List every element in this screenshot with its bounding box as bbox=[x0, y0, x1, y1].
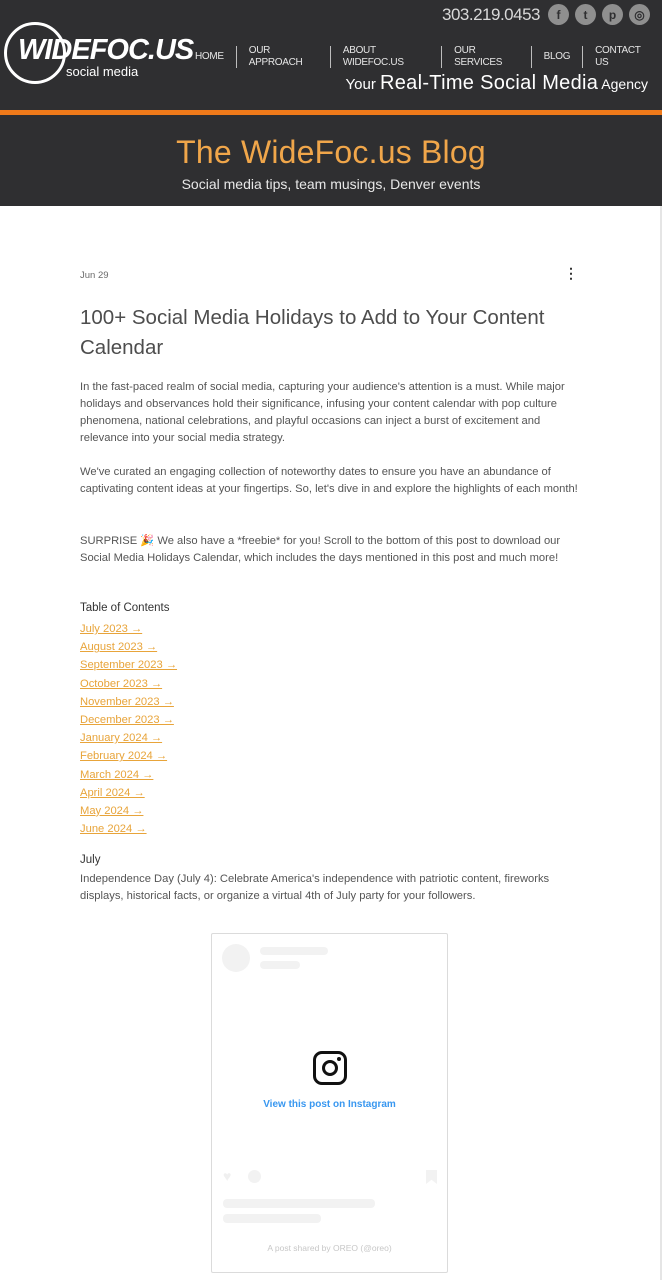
toc-link-april-2024[interactable]: April 2024 → bbox=[80, 786, 145, 799]
heart-icon: ♥ bbox=[223, 1168, 232, 1184]
instagram-dot bbox=[337, 1057, 341, 1061]
twitter-icon[interactable]: t bbox=[575, 4, 596, 25]
embed-caption-placeholder bbox=[223, 1199, 375, 1208]
toc-link-january-2024[interactable]: January 2024 → bbox=[80, 732, 163, 745]
nav-blog[interactable]: BLOG bbox=[543, 51, 571, 62]
tagline bbox=[346, 72, 648, 95]
embed-caption-placeholder bbox=[223, 1214, 321, 1223]
nav-our-services[interactable]: OUR SERVICES bbox=[454, 45, 503, 68]
post-title: 100+ Social Media Holidays to Add to Your Content Calendar bbox=[80, 306, 545, 359]
embed-avatar-placeholder bbox=[222, 944, 250, 972]
pinterest-icon[interactable]: p bbox=[602, 4, 623, 25]
blog-title: The WideFoc.us Blog bbox=[176, 134, 486, 170]
table-of-contents bbox=[80, 619, 177, 837]
instagram-lens bbox=[322, 1060, 338, 1076]
toc-link-february-2024[interactable]: February 2024 → bbox=[80, 750, 168, 763]
bookmark-icon bbox=[426, 1170, 437, 1184]
toc-link-july-2023[interactable]: July 2023 → bbox=[80, 623, 143, 635]
nav-our-approach[interactable]: OUR APPROACH bbox=[248, 45, 303, 68]
logo-wordmark: WIDEFOC.US bbox=[18, 34, 194, 66]
embed-shared-by[interactable]: A post shared by OREO (@oreo) bbox=[267, 1243, 392, 1253]
site-logo[interactable] bbox=[4, 22, 194, 86]
post-paragraph: SURPRISE 🎉 We also have a *freebie* for you! Scroll to the bottom of this post to download our Social Media Holidays Calendar, which includes the days mentioned in this post and much more! bbox=[80, 535, 561, 564]
post-paragraph: We've curated an engaging collection of noteworthy dates to ensure you have an abundance of captivating content ideas at your fingertips. So, let's dive in and explore the highlights of each month! bbox=[80, 466, 578, 495]
facebook-icon[interactable]: f bbox=[548, 4, 569, 25]
nav-contact-us[interactable]: CONTACT US bbox=[595, 45, 641, 68]
instagram-icon[interactable]: ◎ bbox=[629, 4, 650, 25]
post-paragraph: In the fast-paced realm of social media, capturing your audience's attention is a must. While major holidays and observances hold their significance, infusing your content calendar with pop culture phenomena, national celebrations, and playful occasions can inject a burst of excitement and relevance into your social media strategy. bbox=[80, 381, 565, 444]
instagram-embed[interactable] bbox=[211, 933, 448, 1273]
toc-link-september-2023[interactable]: September 2023 → bbox=[80, 659, 178, 672]
logo-subtitle: social media bbox=[66, 64, 139, 79]
toc-link-december-2023[interactable]: December 2023 → bbox=[80, 713, 174, 726]
embed-name-placeholder bbox=[260, 947, 328, 955]
tagline-suffix: Agency bbox=[598, 76, 648, 92]
nav-about[interactable]: ABOUT WIDEFOC.US bbox=[342, 45, 404, 68]
more-options-icon[interactable]: ⋮ bbox=[564, 265, 578, 281]
post-date: Jun 29 bbox=[80, 270, 109, 281]
comment-icon bbox=[248, 1170, 261, 1183]
view-on-instagram-link[interactable]: View this post on Instagram bbox=[263, 1099, 396, 1110]
tagline-main: Real-Time Social Media bbox=[380, 72, 599, 94]
toc-link-march-2024[interactable]: March 2024 → bbox=[80, 768, 154, 781]
toc-link-november-2023[interactable]: November 2023 → bbox=[80, 695, 174, 708]
month-heading: July bbox=[80, 854, 101, 866]
toc-link-august-2023[interactable]: August 2023 → bbox=[80, 641, 158, 654]
site-header bbox=[0, 0, 662, 110]
blog-subtitle: Social media tips, team musings, Denver events bbox=[181, 176, 481, 192]
main-nav bbox=[183, 45, 662, 69]
social-links bbox=[548, 4, 650, 25]
phone-number[interactable]: 303.219.0453 bbox=[442, 5, 540, 24]
blog-banner bbox=[0, 115, 662, 206]
instagram-logo-icon[interactable] bbox=[313, 1051, 347, 1085]
toc-heading: Table of Contents bbox=[80, 602, 170, 614]
toc-link-may-2024[interactable]: May 2024 → bbox=[80, 804, 144, 817]
embed-handle-placeholder bbox=[260, 961, 300, 969]
toc-link-june-2024[interactable]: June 2024 → bbox=[80, 823, 147, 836]
nav-home[interactable]: HOME bbox=[195, 51, 224, 62]
toc-link-october-2023[interactable]: October 2023 → bbox=[80, 677, 163, 690]
tagline-prefix: Your bbox=[345, 76, 381, 93]
month-entry: Independence Day (July 4): Celebrate America's independence with patriotic content, fireworks displays, historical facts, or organize a virtual 4th of July party for your followers. bbox=[80, 873, 550, 902]
